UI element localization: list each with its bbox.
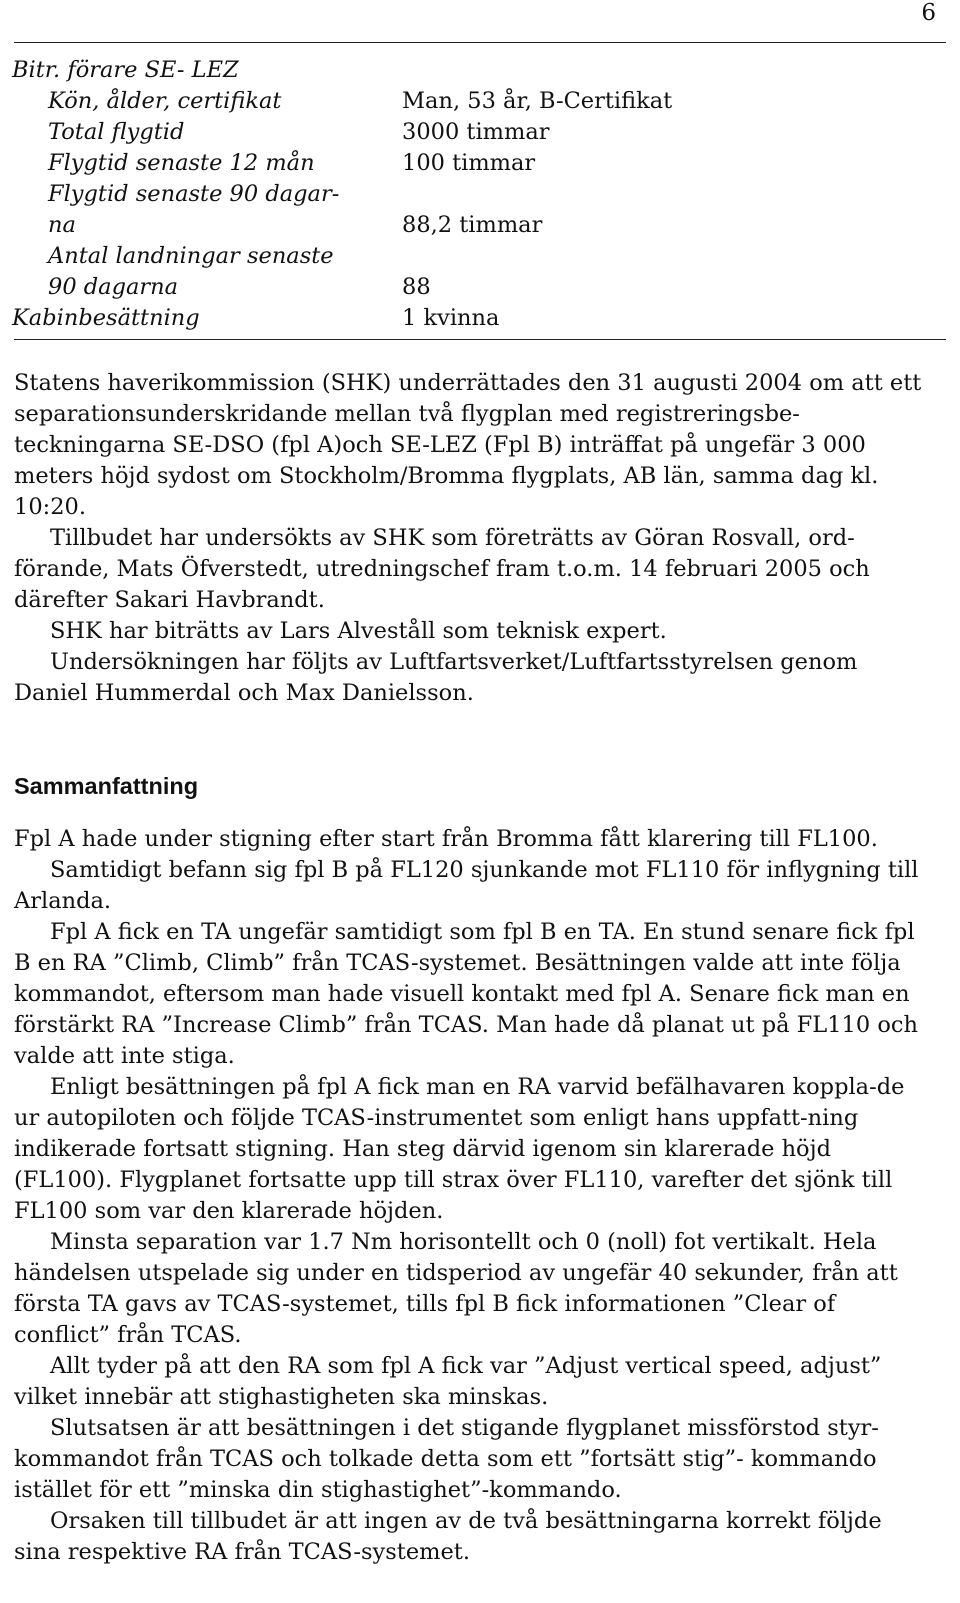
crew-value: 3000 timmar bbox=[402, 119, 550, 145]
crew-label: Antal landningar senaste 90 dagarna bbox=[48, 243, 334, 300]
crew-row-total-time bbox=[12, 117, 932, 148]
crew-value: 88,2 timmar bbox=[402, 212, 543, 238]
crew-label: Kabinbesättning bbox=[12, 305, 200, 331]
summary-paragraph: Orsaken till tillbudet är att ingen av de två besättningarna korrekt följde sina respektive RA från TCAS-systemet. bbox=[14, 1508, 882, 1565]
summary-paragraph: Allt tyder på att den RA som fpl A fick var ”Adjust vertical speed, adjust” vilket innebär att stighastigheten ska minskas. bbox=[14, 1353, 882, 1410]
crew-value: 1 kvinna bbox=[402, 305, 500, 331]
crew-info-table bbox=[12, 55, 932, 334]
crew-value: 100 timmar bbox=[402, 150, 536, 176]
crew-row-12-months bbox=[12, 148, 932, 179]
summary-section bbox=[14, 824, 934, 1568]
intro-paragraph: Undersökningen har följts av Luftfartsverket/Luftfartsstyrelsen genom Daniel Hummerdal och Max Danielsson. bbox=[14, 649, 858, 706]
crew-value: Man, 53 år, B-Certifikat bbox=[402, 88, 673, 114]
intro-section bbox=[14, 368, 934, 709]
crew-label: Flygtid senaste 90 dagar- na bbox=[48, 181, 340, 238]
section-heading: Sammanfattning bbox=[14, 773, 199, 799]
crew-row-90-days bbox=[12, 179, 932, 241]
intro-paragraph: Tillbudet har undersökts av SHK som företrätts av Göran Rosvall, ord-förande, Mats Öfverstedt, utredningschef fram t.o.m. 14 februari 2005 och därefter Sakari Havbrandt. bbox=[14, 525, 870, 613]
crew-label: Total flygtid bbox=[48, 119, 185, 145]
crew-label: Flygtid senaste 12 mån bbox=[48, 150, 315, 176]
summary-paragraph: Fpl A fick en TA ungefär samtidigt som fpl B en TA. En stund senare fick fpl B en RA ”Climb, Climb” från TCAS-systemet. Besättningen valde att inte följa kommandot, eftersom man hade visuell kontakt med fpl A. Senare fick man en förstärkt RA ”Increase Climb” från TCAS. Man hade då planat ut på FL110 och valde att inte stiga. bbox=[14, 919, 918, 1069]
intro-paragraph: Statens haverikommission (SHK) underrättades den 31 augusti 2004 om att ett separationsunderskridande mellan två flygplan med registreringsbe-teckningarna SE-DSO (fpl A)och SE-LEZ (Fpl B) inträffat på ungefär 3 000 meters höjd sydost om Stockholm/Bromma flygplats, AB län, samma dag kl. 10:20. bbox=[14, 370, 922, 520]
summary-paragraph: Samtidigt befann sig fpl B på FL120 sjunkande mot FL110 för inflygning till Arlanda. bbox=[14, 857, 919, 914]
summary-paragraph: Slutsatsen är att besättningen i det stigande flygplanet missförstod styr-kommandot från TCAS och tolkade detta som ett ”fortsätt stig”- kommando istället för ett ”minska din stighastighet”-kommando. bbox=[14, 1415, 879, 1503]
crew-row-age bbox=[12, 86, 932, 117]
intro-paragraph: SHK har biträtts av Lars Alveståll som teknisk expert. bbox=[50, 618, 667, 644]
crew-row-landings bbox=[12, 241, 932, 303]
summary-paragraph: Enligt besättningen på fpl A fick man en RA varvid befälhavaren koppla-de ur autopiloten och följde TCAS-instrumentet som enligt hans uppfatt-ning indikerade fortsatt stigning. Han steg därvid igenom sin klarerade höjd (FL100). Flygplanet fortsatte upp till strax över FL110, varefter det sjönk till FL100 som var den klarerade höjden. bbox=[14, 1074, 905, 1224]
top-divider bbox=[14, 42, 946, 43]
crew-row-cabin-crew bbox=[12, 303, 932, 334]
crew-table-title: Bitr. förare SE- LEZ bbox=[12, 57, 239, 83]
crew-label: Kön, ålder, certifikat bbox=[48, 88, 282, 114]
crew-value: 88 bbox=[402, 274, 431, 300]
page-number: 6 bbox=[921, 0, 936, 26]
summary-paragraph: Minsta separation var 1.7 Nm horisontellt och 0 (noll) fot vertikalt. Hela händelsen utspelade sig under en tidsperiod av ungefär 40 sekunder, från att första TA gavs av TCAS-systemet, tills fpl B fick informationen ”Clear of conflict” från TCAS. bbox=[14, 1229, 898, 1348]
table-bottom-divider bbox=[14, 339, 946, 340]
summary-paragraph: Fpl A hade under stigning efter start från Bromma fått klarering till FL100. bbox=[14, 826, 878, 852]
